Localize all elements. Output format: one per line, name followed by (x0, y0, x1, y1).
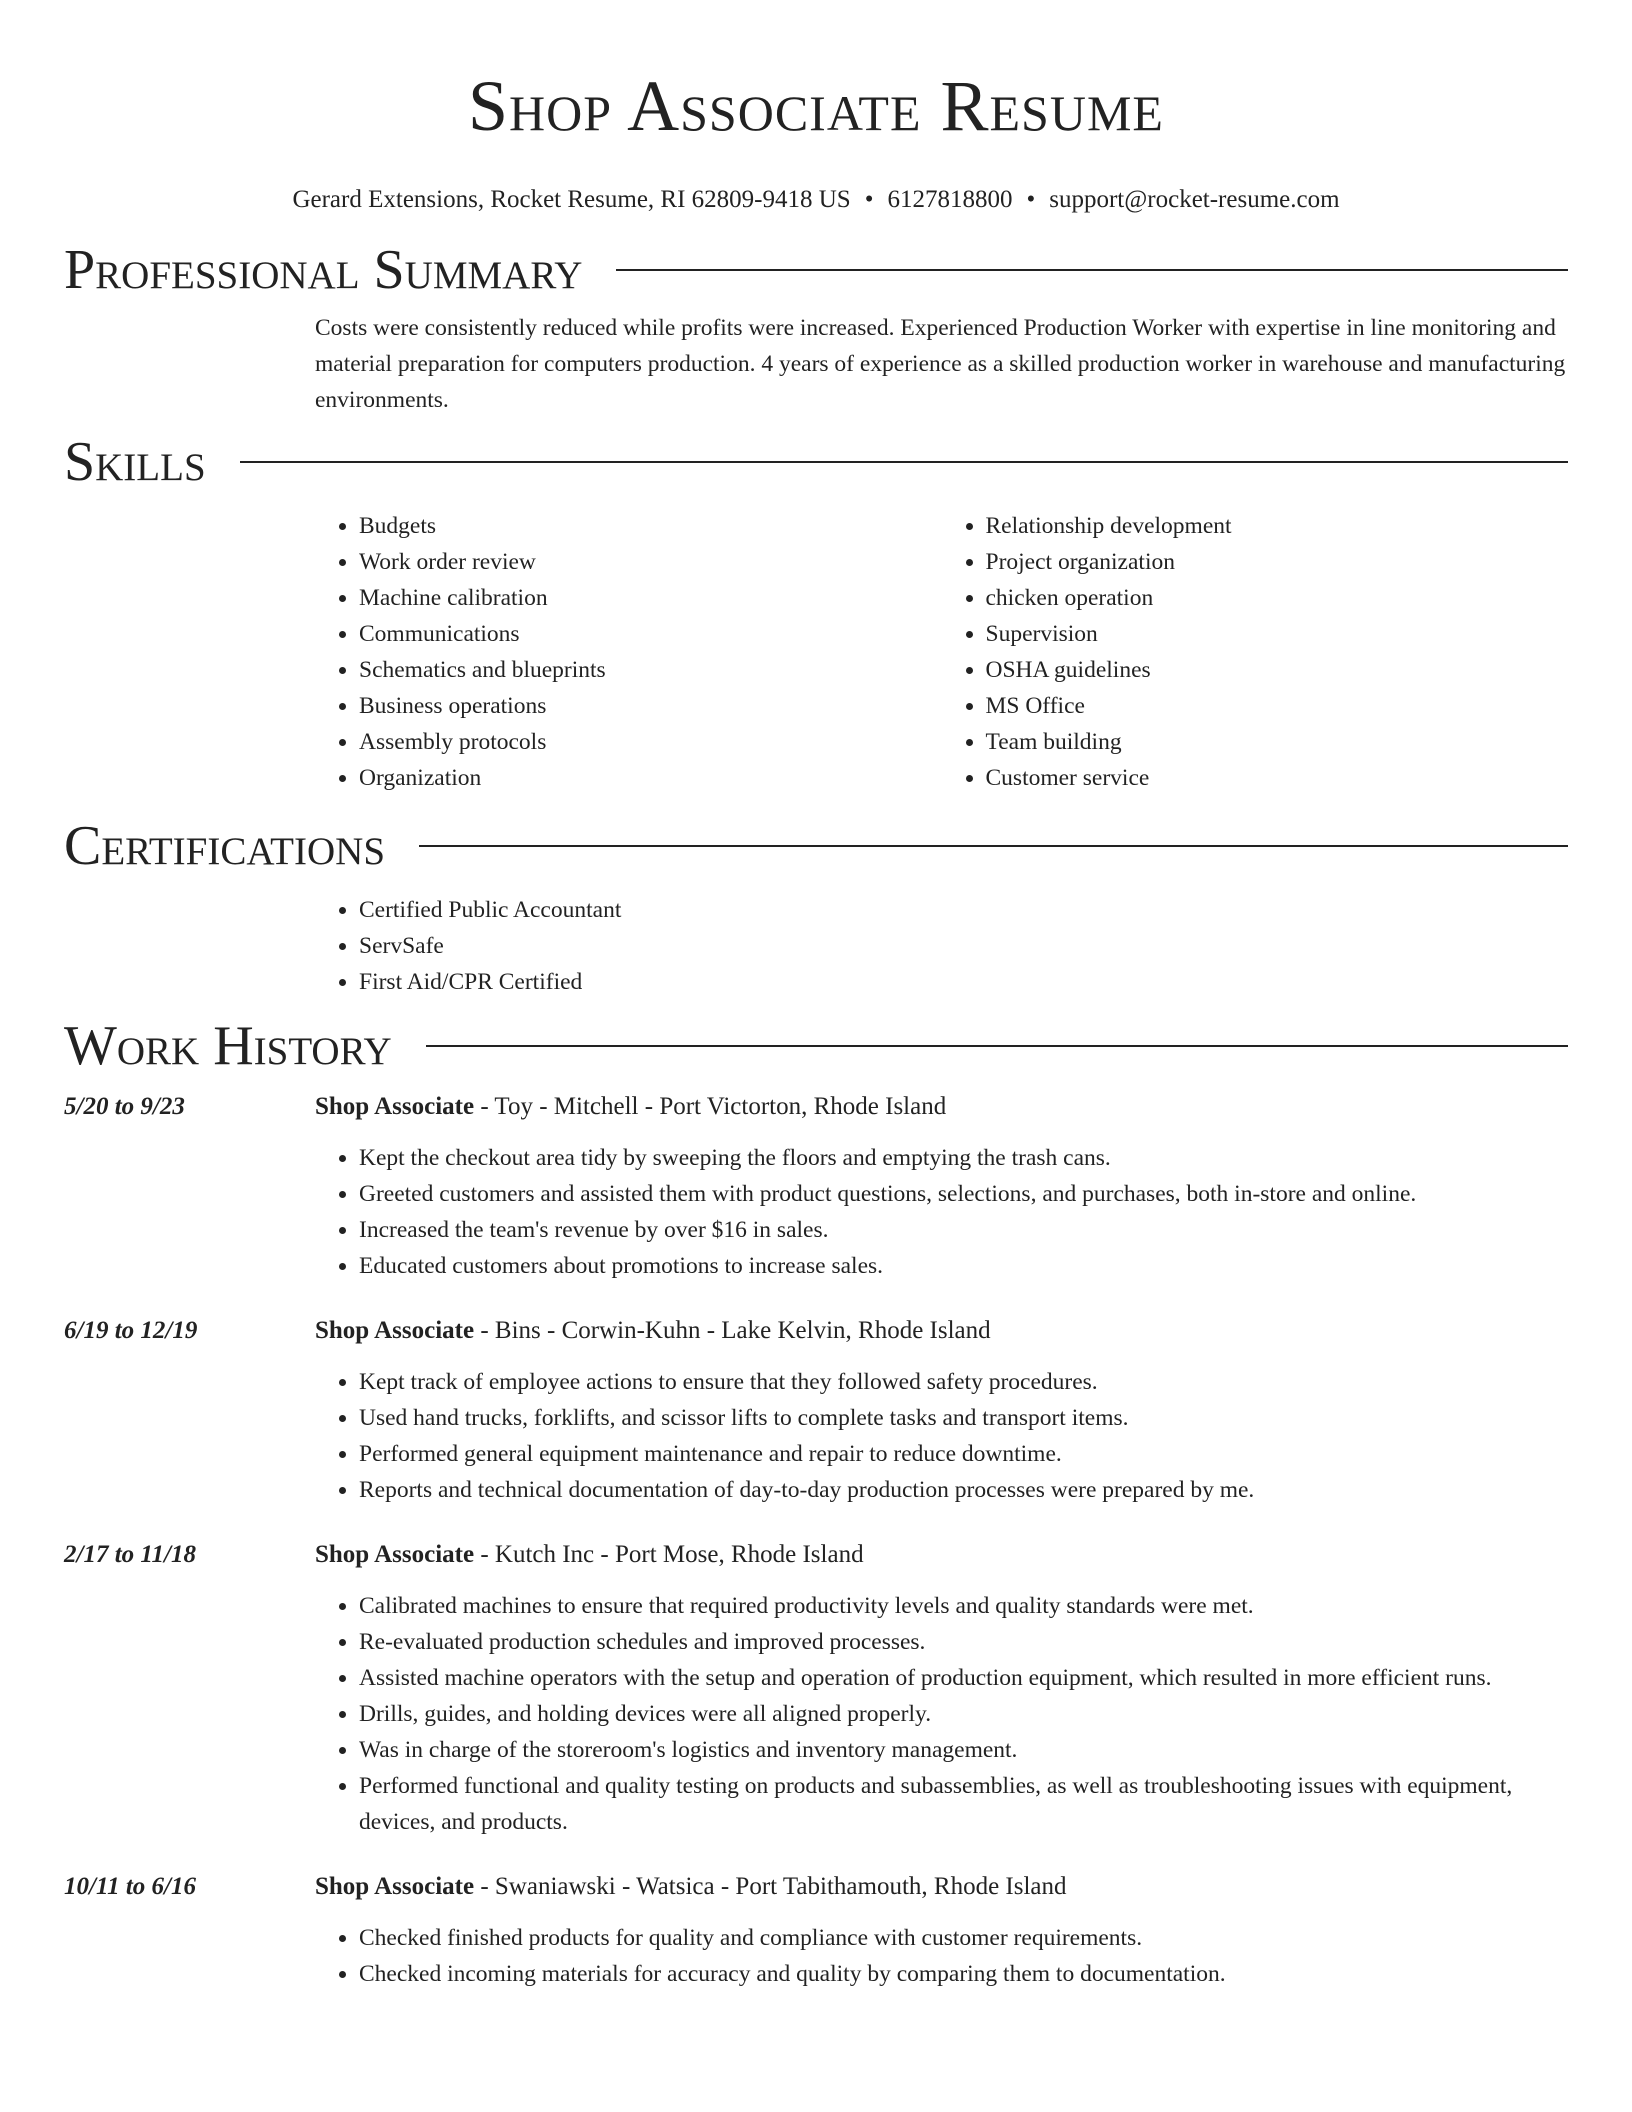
skills-column-right (942, 508, 1569, 796)
skills-list (315, 508, 1568, 796)
section-divider (240, 461, 1568, 463)
certification-item: • First Aid/CPR Certified (359, 964, 1568, 1000)
job-bullet: • Assisted machine operators with the setup and operation of production equipment, which resulted in more efficient runs. (359, 1660, 1568, 1696)
job-title-line (315, 1314, 991, 1348)
job-entry (64, 1538, 1568, 1840)
certifications-section-header (64, 814, 1568, 878)
skill-item: • Team building (986, 724, 1569, 760)
job-header (64, 1538, 1568, 1572)
job-bullet: • Kept track of employee actions to ensure that they followed safety procedures. (359, 1364, 1568, 1400)
skill-item: • Work order review (359, 544, 942, 580)
skill-item: • Business operations (359, 688, 942, 724)
job-title: Shop Associate (315, 1093, 475, 1120)
job-employer: - Swaniawski - Watsica - Port Tabithamouth, Rhode Island (474, 1873, 1067, 1900)
job-bullet: • Increased the team's revenue by over $16 in sales. (359, 1212, 1568, 1248)
skill-item: • Schematics and blueprints (359, 652, 942, 688)
work-history-section-header (64, 1014, 1568, 1078)
job-bullets (315, 1588, 1568, 1840)
job-title-line (315, 1870, 1067, 1904)
job-bullets (315, 1364, 1568, 1508)
job-bullet: • Performed general equipment maintenance and repair to reduce downtime. (359, 1436, 1568, 1472)
skill-item: • chicken operation (986, 580, 1569, 616)
resume-title: Shop Associate Resume (468, 66, 1164, 146)
certifications-list (315, 892, 1568, 1000)
skills-column-left (315, 508, 942, 796)
job-bullet: • Re-evaluated production schedules and improved processes. (359, 1624, 1568, 1660)
job-bullet: • Reports and technical documentation of day-to-day production processes were prepared by me. (359, 1472, 1568, 1508)
job-bullet: • Performed functional and quality testing on products and subassemblies, as well as troubleshooting issues with equipment, devices, and products. (359, 1768, 1568, 1840)
job-employer: - Toy - Mitchell - Port Victorton, Rhode Island (474, 1093, 947, 1120)
job-dates: 10/11 to 6/16 (64, 1873, 196, 1900)
job-dates: 2/17 to 11/18 (64, 1541, 196, 1568)
job-dates: 5/20 to 9/23 (64, 1093, 185, 1120)
contact-phone: 6127818800 (887, 186, 1013, 213)
work-history-heading: Work History (64, 1015, 392, 1077)
skill-item: • MS Office (986, 688, 1569, 724)
job-bullet: • Kept the checkout area tidy by sweeping the floors and emptying the trash cans. (359, 1140, 1568, 1176)
job-title: Shop Associate (315, 1873, 475, 1900)
summary-body (315, 310, 1568, 418)
section-divider (426, 1045, 1568, 1047)
job-bullet: • Greeted customers and assisted them with product questions, selections, and purchases, both in-store and online. (359, 1176, 1568, 1212)
job-bullet: • Calibrated machines to ensure that required productivity levels and quality standards were met. (359, 1588, 1568, 1624)
summary-section-header (64, 238, 1568, 302)
section-divider (616, 269, 1568, 271)
skill-item: • OSHA guidelines (986, 652, 1569, 688)
contact-line (64, 184, 1568, 216)
job-title-line (315, 1538, 864, 1572)
skill-item: • Assembly protocols (359, 724, 942, 760)
summary-text: Costs were consistently reduced while profits were increased. Experienced Production Worker with expertise in line monitoring and material preparation for computers production. 4 years of experience as a skilled production worker in warehouse and manufacturing environments. (315, 315, 1566, 413)
job-bullet: • Drills, guides, and holding devices were all aligned properly. (359, 1696, 1568, 1732)
job-title-line (315, 1090, 946, 1124)
job-dates: 6/19 to 12/19 (64, 1317, 198, 1344)
job-entry (64, 1314, 1568, 1508)
job-bullets (315, 1920, 1568, 1992)
contact-separator: • (864, 186, 874, 213)
skill-item: • Customer service (986, 760, 1569, 796)
job-bullet: • Educated customers about promotions to increase sales. (359, 1248, 1568, 1284)
summary-heading: Professional Summary (64, 239, 583, 301)
contact-address: Gerard Extensions, Rocket Resume, RI 62809-9418 US (292, 186, 851, 213)
contact-separator: • (1026, 186, 1036, 213)
job-header (64, 1870, 1568, 1904)
skills-heading: Skills (64, 431, 206, 493)
section-divider (419, 845, 1568, 847)
job-header (64, 1090, 1568, 1124)
job-header (64, 1314, 1568, 1348)
contact-email[interactable]: support@rocket-resume.com (1049, 186, 1340, 213)
skill-item: • Project organization (986, 544, 1569, 580)
job-employer: - Bins - Corwin-Kuhn - Lake Kelvin, Rhode Island (474, 1317, 991, 1344)
skill-item: • Organization (359, 760, 942, 796)
skill-item: • Machine calibration (359, 580, 942, 616)
certification-item: • Certified Public Accountant (359, 892, 1568, 928)
job-entry (64, 1090, 1568, 1284)
certification-item: • ServSafe (359, 928, 1568, 964)
skill-item: • Communications (359, 616, 942, 652)
certifications-heading: Certifications (64, 815, 386, 877)
skill-item: • Relationship development (986, 508, 1569, 544)
skill-item: • Supervision (986, 616, 1569, 652)
job-bullet: • Used hand trucks, forklifts, and scissor lifts to complete tasks and transport items. (359, 1400, 1568, 1436)
job-entry (64, 1870, 1568, 1992)
job-bullet: • Checked finished products for quality and compliance with customer requirements. (359, 1920, 1568, 1956)
skill-item: • Budgets (359, 508, 942, 544)
skills-section-header (64, 430, 1568, 494)
job-bullets (315, 1140, 1568, 1284)
job-employer: - Kutch Inc - Port Mose, Rhode Island (474, 1541, 864, 1568)
job-bullet: • Checked incoming materials for accuracy and quality by comparing them to documentation. (359, 1956, 1568, 1992)
job-title: Shop Associate (315, 1541, 475, 1568)
job-title: Shop Associate (315, 1317, 475, 1344)
job-bullet: • Was in charge of the storeroom's logistics and inventory management. (359, 1732, 1568, 1768)
